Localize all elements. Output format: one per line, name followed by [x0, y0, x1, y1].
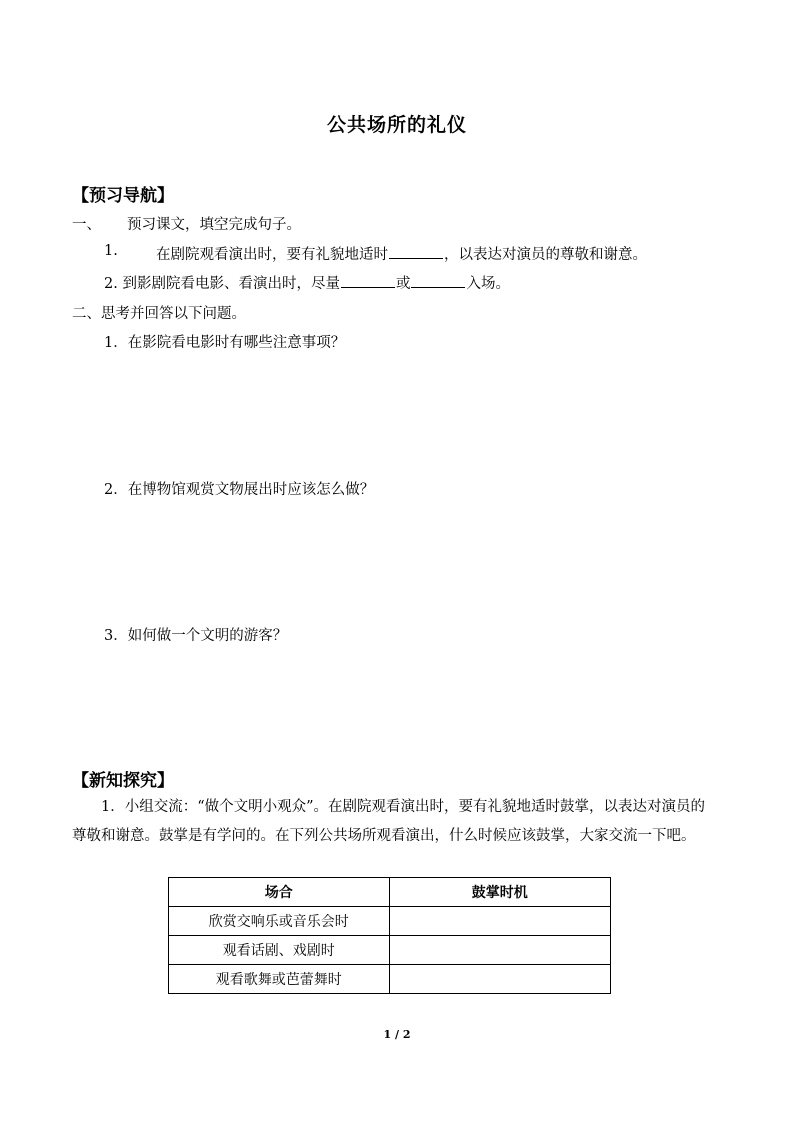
explore-heading: 【新知探究】: [72, 771, 174, 791]
fill-question-1: [156, 243, 647, 264]
fill-question-2-before: 2. 到影剧院看电影、看演出时，尽量: [104, 276, 340, 292]
page-title: 公共场所的礼仪: [326, 114, 467, 136]
table-header-occasion: 场合: [169, 878, 390, 907]
applause-table: [168, 877, 611, 994]
fill-question-2-after: 入场。: [466, 276, 510, 292]
q1-number: 1.: [104, 243, 118, 259]
table-row: [169, 907, 611, 936]
think-question-1: 1．在影院看电影时有哪些注意事项？: [104, 335, 346, 351]
page-number: 1 / 2: [383, 1028, 411, 1041]
table-row: [169, 936, 611, 965]
fill-question-1-after: ，以表达对演员的尊敬和谢意。: [444, 247, 647, 263]
part1-number: 一、: [72, 217, 101, 233]
part2-instruction: 二、思考并回答以下问题。: [72, 306, 246, 322]
table-cell-answer[interactable]: [389, 907, 610, 936]
answer-blank[interactable]: [341, 273, 395, 288]
fill-question-1-before: 在剧院观看演出时，要有礼貌地适时: [156, 247, 388, 263]
table-header-timing: 鼓掌时机: [389, 878, 610, 907]
part1-instruction: 预习课文，填空完成句子。: [127, 217, 301, 233]
table-cell-occasion: 观看歌舞或芭蕾舞时: [169, 965, 390, 994]
think-question-2: 2．在博物馆观赏文物展出时应该怎么做？: [104, 482, 375, 498]
table-cell-answer[interactable]: [389, 936, 610, 965]
answer-blank[interactable]: [411, 273, 465, 288]
table-header-row: [169, 878, 611, 907]
preview-heading: 【预习导航】: [72, 186, 174, 206]
answer-blank[interactable]: [389, 244, 443, 259]
table-cell-answer[interactable]: [389, 965, 610, 994]
fill-question-2-mid: 或: [395, 276, 411, 292]
table-cell-occasion: 欣赏交响乐或音乐会时: [169, 907, 390, 936]
think-question-3: 3．如何做一个文明的游客？: [104, 628, 288, 644]
table-row: [169, 965, 611, 994]
fill-question-2: [104, 272, 510, 293]
table-cell-occasion: 观看话剧、戏剧时: [169, 936, 390, 965]
explore-paragraph: 1．小组交流：“做个文明小观众”。在剧院观看演出时，要有礼貌地适时鼓掌，以表达对演员的尊敬和谢意。鼓掌是有学问的。在下列公共场所观看演出，什么时候应该鼓掌，大家交流一下吧。: [72, 799, 706, 844]
